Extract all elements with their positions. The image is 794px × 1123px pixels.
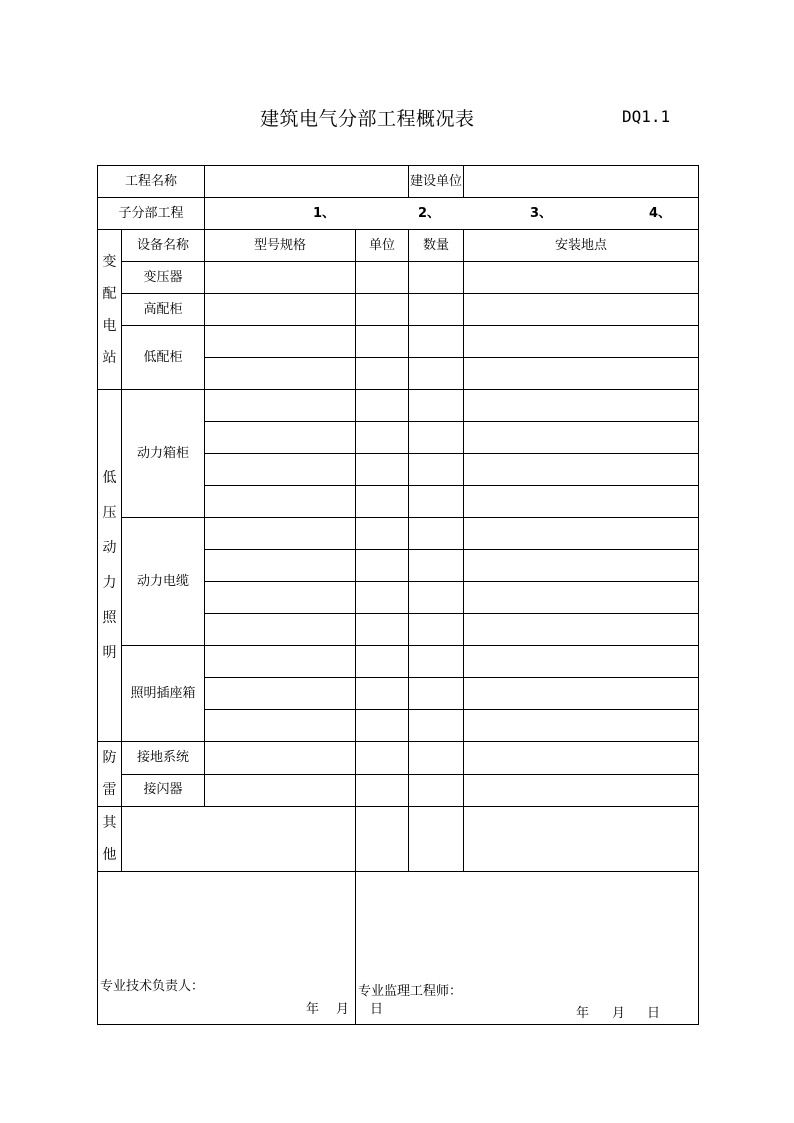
cell-unit[interactable]: [356, 422, 409, 454]
cell-unit[interactable]: [356, 710, 409, 742]
cell-model[interactable]: [205, 486, 356, 518]
cell-quantity[interactable]: [409, 454, 464, 486]
cell-quantity[interactable]: [409, 742, 464, 775]
cell-quantity[interactable]: [409, 262, 464, 294]
client-field[interactable]: [464, 166, 699, 198]
cell-quantity[interactable]: [409, 518, 464, 550]
cell-location[interactable]: [464, 550, 699, 582]
cell-quantity[interactable]: [409, 422, 464, 454]
cell-quantity[interactable]: [409, 294, 464, 326]
cell-model[interactable]: [205, 326, 356, 358]
col-header-equipment: 设备名称: [122, 230, 205, 262]
equipment-hv-cabinet: 高配柜: [122, 294, 205, 326]
cell-unit[interactable]: [356, 550, 409, 582]
cell-unit[interactable]: [356, 742, 409, 775]
overview-table: [97, 165, 699, 1025]
cell-unit[interactable]: [356, 774, 409, 807]
tech-lead-signature[interactable]: [98, 872, 384, 1025]
cell-location[interactable]: [464, 774, 699, 807]
cell-unit[interactable]: [356, 390, 409, 422]
cell-unit[interactable]: [356, 486, 409, 518]
cell-location[interactable]: [464, 678, 699, 710]
cell-quantity[interactable]: [409, 582, 464, 614]
cell-location[interactable]: [464, 582, 699, 614]
cell-quantity[interactable]: [409, 358, 464, 390]
cell-location[interactable]: [464, 518, 699, 550]
cell-unit[interactable]: [356, 646, 409, 678]
tech-lead-year: 年: [306, 1002, 320, 1017]
cell-quantity[interactable]: [409, 774, 464, 807]
cell-location[interactable]: [464, 262, 699, 294]
subsection-field[interactable]: [205, 198, 699, 230]
cell-model[interactable]: [205, 710, 356, 742]
cell-location[interactable]: [464, 358, 699, 390]
subsection-1: 1、: [313, 205, 336, 221]
cell-model[interactable]: [205, 646, 356, 678]
subsection-3: 3、: [530, 205, 553, 221]
col-header-model: 型号规格: [205, 230, 356, 262]
cell-quantity[interactable]: [409, 486, 464, 518]
cell-unit[interactable]: [356, 582, 409, 614]
cell-unit[interactable]: [356, 518, 409, 550]
supervisor-label: 专业监理工程师：: [358, 984, 463, 999]
cell-location[interactable]: [464, 710, 699, 742]
cell-quantity[interactable]: [409, 646, 464, 678]
cell-quantity[interactable]: [409, 710, 464, 742]
cell-model[interactable]: [205, 358, 356, 390]
cell-location[interactable]: [464, 614, 699, 646]
equipment-lv-cabinet: 低配柜: [122, 326, 205, 390]
form-code: DQ1.1: [622, 107, 671, 126]
cell-other-unit[interactable]: [356, 807, 409, 872]
cell-location[interactable]: [464, 486, 699, 518]
supervisor-day: 日: [647, 1006, 661, 1021]
subsection-4: 4、: [649, 205, 672, 221]
cell-quantity[interactable]: [409, 326, 464, 358]
cell-model[interactable]: [205, 550, 356, 582]
equipment-grounding: 接地系统: [122, 742, 205, 775]
project-name-label: 工程名称: [98, 166, 205, 198]
cell-location[interactable]: [464, 646, 699, 678]
client-label: 建设单位: [409, 166, 464, 198]
cell-location[interactable]: [464, 390, 699, 422]
cell-location[interactable]: [464, 422, 699, 454]
equipment-power-box: 动力箱柜: [122, 390, 205, 518]
tech-lead-month: 月: [336, 1002, 350, 1017]
equipment-power-cable: 动力电缆: [122, 518, 205, 646]
cell-quantity[interactable]: [409, 390, 464, 422]
cell-unit[interactable]: [356, 326, 409, 358]
cell-model[interactable]: [205, 678, 356, 710]
cell-model[interactable]: [205, 454, 356, 486]
cell-model[interactable]: [205, 262, 356, 294]
page-title: 建筑电气分部工程概况表: [260, 108, 475, 130]
col-header-quantity: 数量: [409, 230, 464, 262]
supervisor-year: 年: [576, 1006, 590, 1021]
group-substation: 变配电站: [98, 230, 122, 390]
cell-model[interactable]: [205, 774, 356, 807]
cell-unit[interactable]: [356, 262, 409, 294]
equipment-lighting-socket-box: 照明插座箱: [122, 646, 205, 742]
cell-location[interactable]: [464, 294, 699, 326]
cell-model[interactable]: [205, 518, 356, 550]
cell-model[interactable]: [205, 422, 356, 454]
equipment-transformer: 变压器: [122, 262, 205, 294]
cell-location[interactable]: [464, 742, 699, 775]
group-low-voltage: 低压动力照明: [98, 390, 122, 742]
subsection-2: 2、: [418, 205, 441, 221]
cell-model[interactable]: [205, 294, 356, 326]
cell-other-model[interactable]: [122, 807, 356, 872]
group-lightning: 防雷: [98, 742, 122, 807]
col-header-unit: 单位: [356, 230, 409, 262]
cell-other-quantity[interactable]: [409, 807, 464, 872]
supervisor-month: 月: [612, 1006, 626, 1021]
cell-model[interactable]: [205, 390, 356, 422]
cell-quantity[interactable]: [409, 614, 464, 646]
col-header-location: 安装地点: [464, 230, 699, 262]
cell-unit[interactable]: [356, 678, 409, 710]
cell-model[interactable]: [205, 742, 356, 775]
cell-unit[interactable]: [356, 614, 409, 646]
supervisor-signature[interactable]: [356, 872, 699, 1025]
cell-location[interactable]: [464, 326, 699, 358]
group-other: 其他: [98, 807, 122, 872]
cell-quantity[interactable]: [409, 550, 464, 582]
cell-location[interactable]: [464, 454, 699, 486]
subsection-label: 子分部工程: [98, 198, 205, 230]
cell-unit[interactable]: [356, 294, 409, 326]
tech-lead-label: 专业技术负责人：: [100, 979, 205, 994]
cell-model[interactable]: [205, 582, 356, 614]
equipment-lightning-arrester: 接闪器: [122, 774, 205, 807]
cell-model[interactable]: [205, 614, 356, 646]
project-name-field[interactable]: [205, 166, 409, 198]
cell-quantity[interactable]: [409, 678, 464, 710]
tech-lead-day: 日: [370, 1002, 384, 1017]
cell-other-location[interactable]: [464, 807, 699, 872]
cell-unit[interactable]: [356, 454, 409, 486]
cell-unit[interactable]: [356, 358, 409, 390]
